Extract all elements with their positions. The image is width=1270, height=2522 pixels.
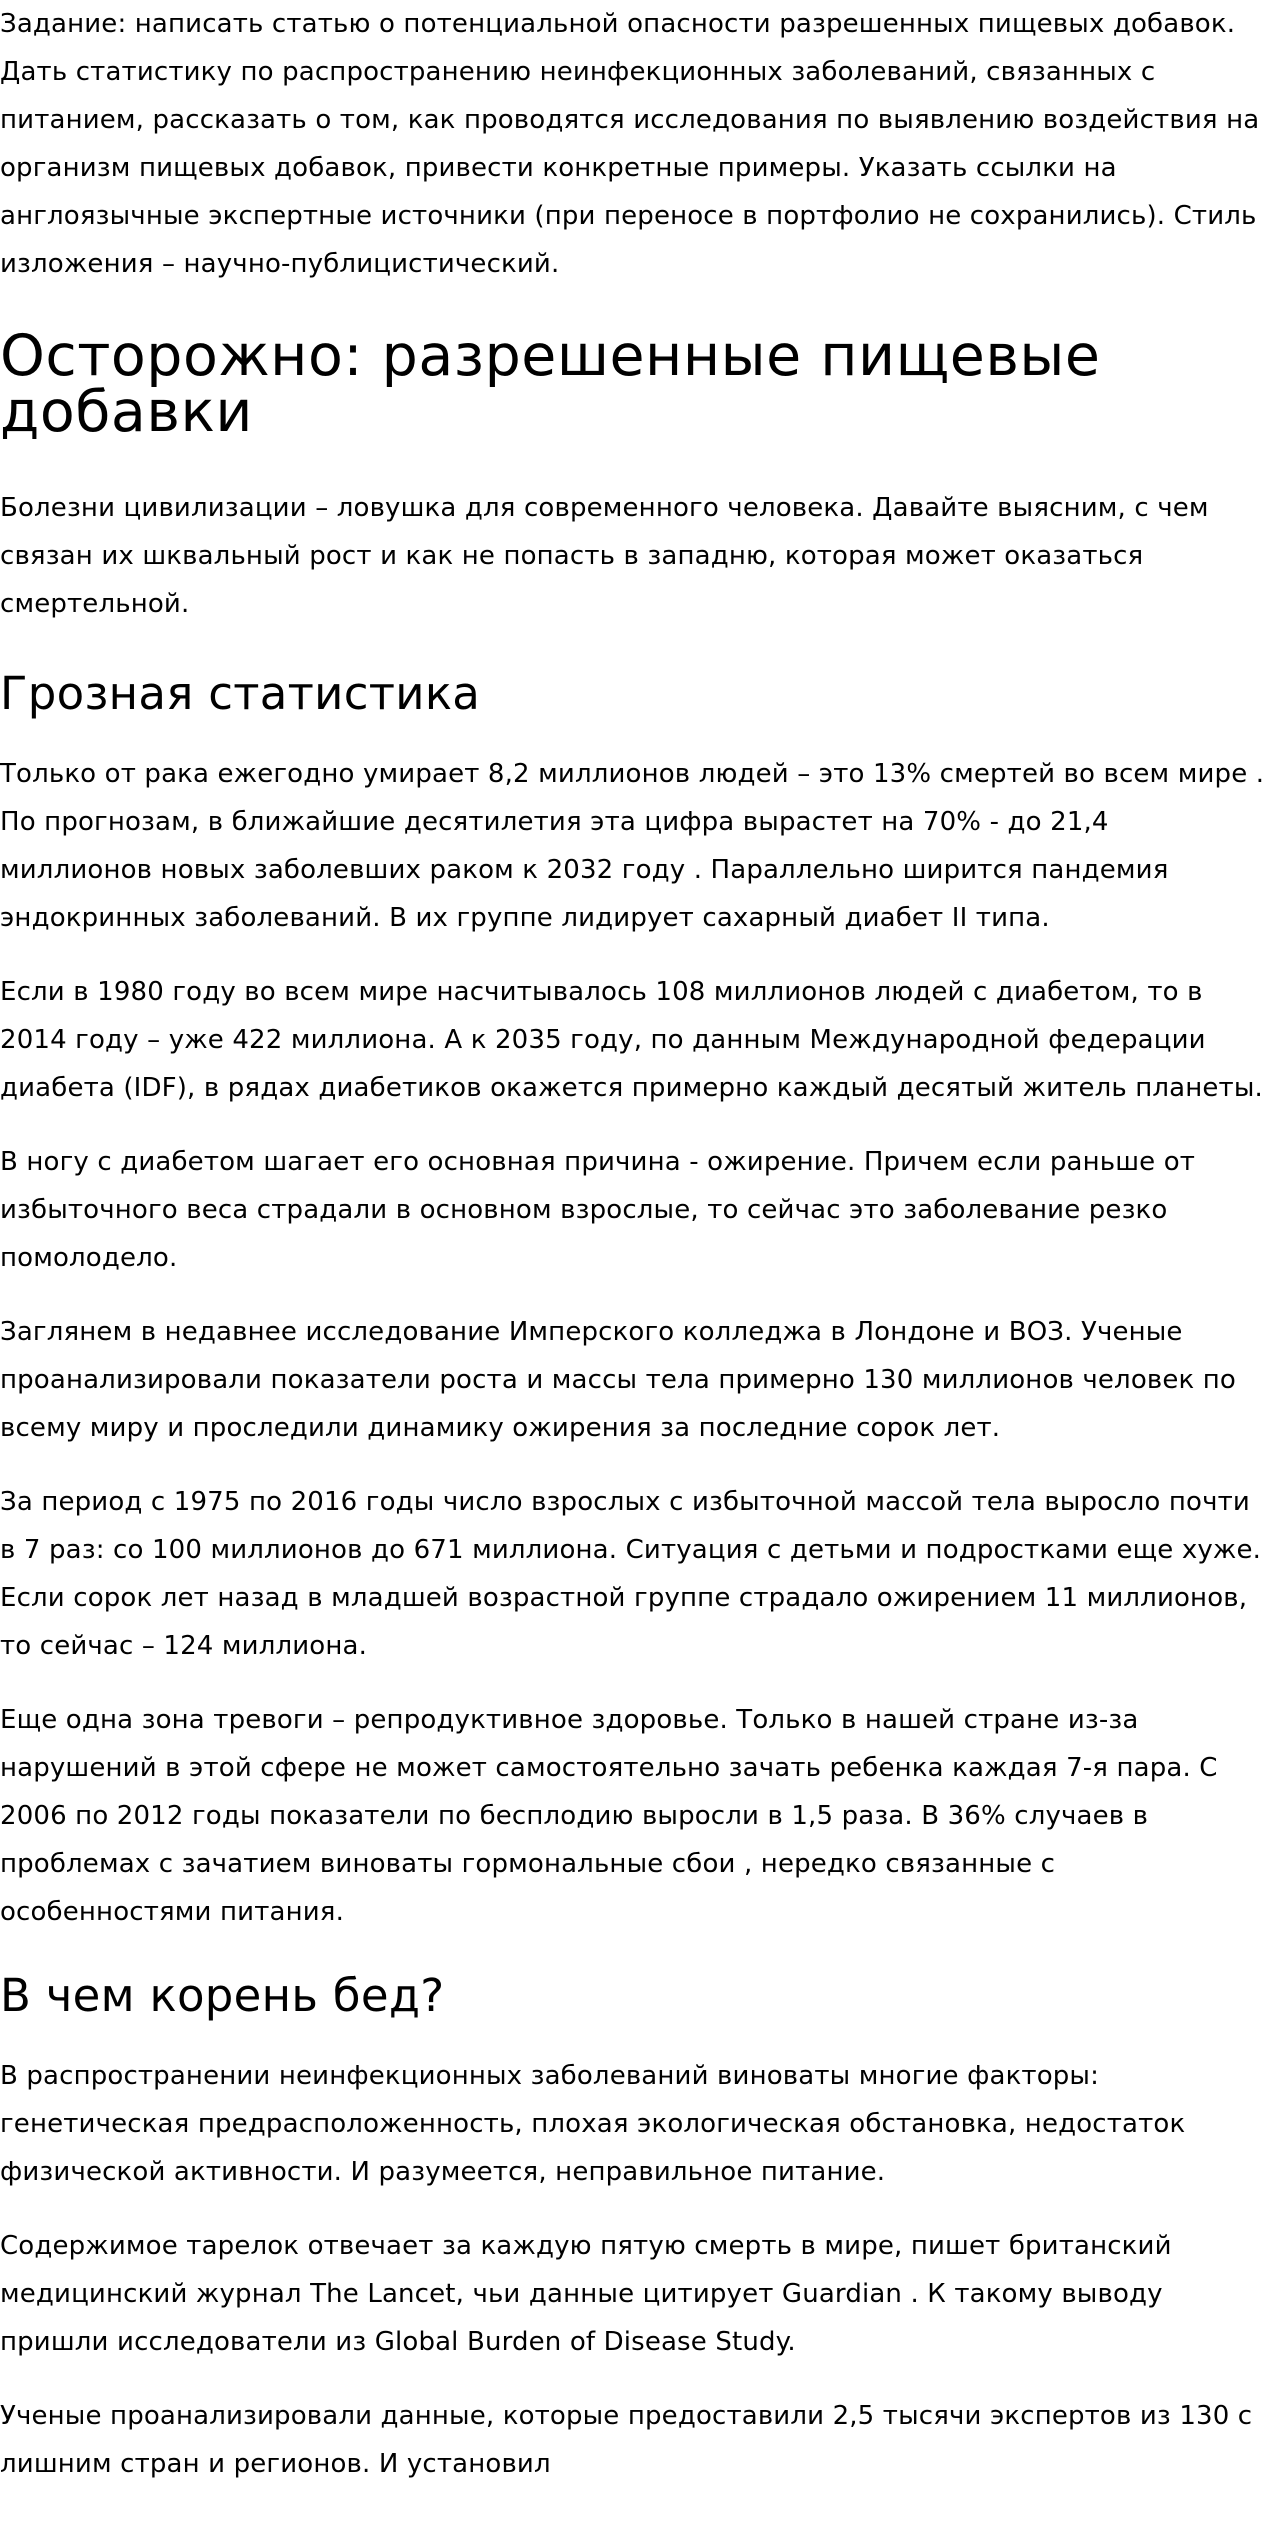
- paragraph: Если в 1980 году во всем мире насчитывалось 108 миллионов людей с диабетом, то в 2014 году – уже 422 миллиона. А к 2035 году, по данным Международной федерации диабета (IDF), в рядах диабетиков окажется примерно каждый десятый житель планеты.: [0, 977, 1263, 1103]
- paragraph: Только от рака ежегодно умирает 8,2 миллионов людей – это 13% смертей во всем мире . По прогнозам, в ближайшие десятилетия эта цифра вырастет на 70% - до 21,4 миллионов новых заболевших раком к 2032 году . Параллельно ширится пандемия эндокринных заболеваний. В их группе лидирует сахарный диабет II типа.: [0, 759, 1265, 933]
- task-description: Задание: написать статью о потенциальной опасности разрешенных пищевых добавок. Дать статистику по распространению неинфекционных заболеваний, связанных с питанием, рассказать о том, как проводятся исследования по выявлению воздействия на организм пищевых добавок, привести конкретные примеры. Указать ссылки на англоязычные экспертные источники (при переносе в портфолио не сохранились). Стиль изложения – научно-публицистический.: [0, 9, 1260, 279]
- paragraph: За период с 1975 по 2016 годы число взрослых с избыточной массой тела выросло почти в 7 раз: со 100 миллионов до 671 миллиона. Ситуация с детьми и подростками еще хуже. Если сорок лет назад в младшей возрастной группе страдало ожирением 11 миллионов, то сейчас – 124 миллиона.: [0, 1487, 1262, 1661]
- paragraph: Содержимое тарелок отвечает за каждую пятую смерть в мире, пишет британский медицинский журнал The Lancet, чьи данные цитирует Guardian . К такому выводу пришли исследователи из Global Burden of Disease Study.: [0, 2231, 1172, 2357]
- paragraph: В распространении неинфекционных заболеваний виноваты многие факторы: генетическая предрасположенность, плохая экологическая обстановка, недостаток физической активности. И разумеется, неправильное питание.: [0, 2061, 1186, 2187]
- paragraph: В ногу с диабетом шагает его основная причина - ожирение. Причем если раньше от избыточного веса страдали в основном взрослые, то сейчас это заболевание резко помолодело.: [0, 1147, 1196, 1273]
- article-lead: Болезни цивилизации – ловушка для современного человека. Давайте выясним, с чем связан их шквальный рост и как не попасть в западню, которая может оказаться смертельной.: [0, 493, 1209, 619]
- section-heading-statistics: Грозная статистика: [0, 667, 481, 720]
- paragraph: Заглянем в недавнее исследование Имперского колледжа в Лондоне и ВОЗ. Ученые проанализировали показатели роста и массы тела примерно 130 миллионов человек по всему миру и проследили динамику ожирения за последние сорок лет.: [0, 1317, 1236, 1443]
- article-title: Осторожно: разрешенные пищевые добавки: [0, 323, 1101, 445]
- paragraph: Ученые проанализировали данные, которые предоставили 2,5 тысячи экспертов из 130 с лишним стран и регионов. И установил: [0, 2401, 1253, 2479]
- paragraph: Еще одна зона тревоги – репродуктивное здоровье. Только в нашей стране из-за нарушений в этой сфере не может самостоятельно зачать ребенка каждая 7-я пара. С 2006 по 2012 годы показатели по бесплодию выросли в 1,5 раза. В 36% случаев в проблемах с зачатием виноваты гормональные сбои , нередко связанные с особенностями питания.: [0, 1705, 1218, 1927]
- section-heading-root-causes: В чем корень бед?: [0, 1969, 445, 2022]
